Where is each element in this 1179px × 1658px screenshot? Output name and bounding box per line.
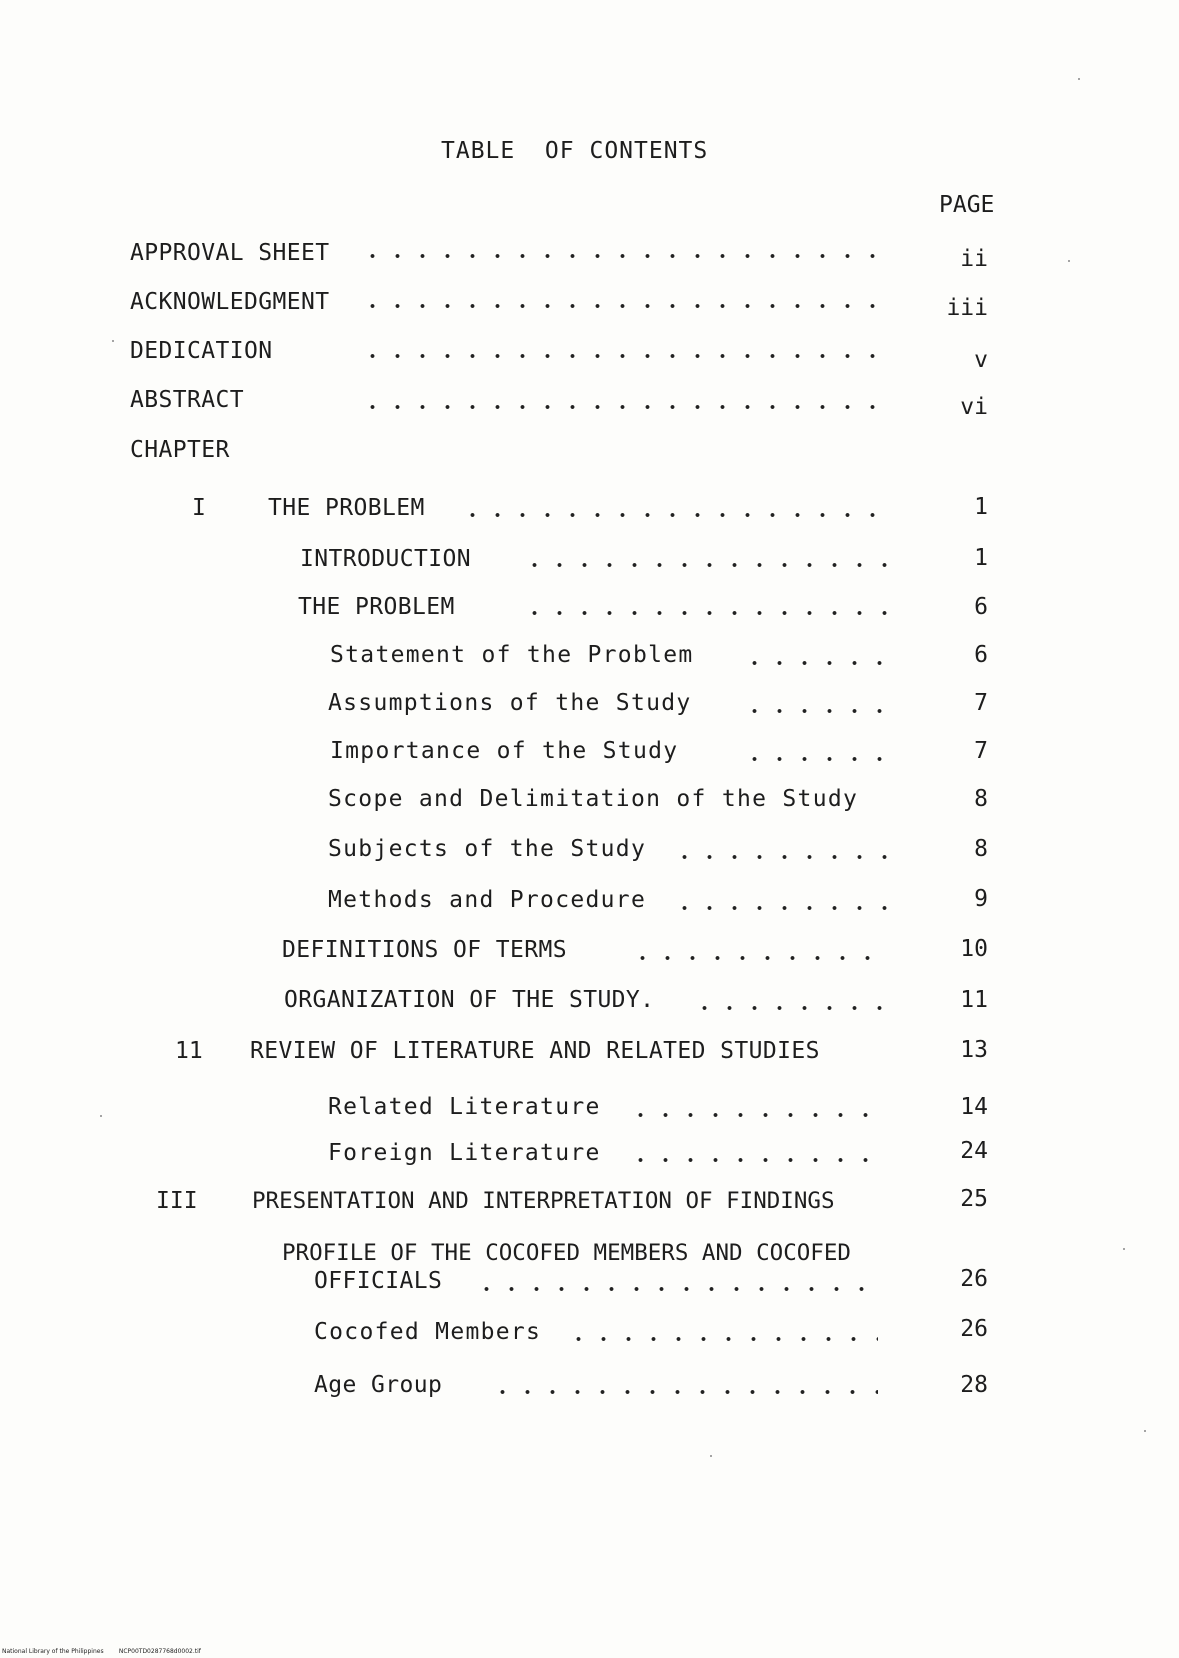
- toc-subsection: Cocofed Members: [314, 1319, 542, 1345]
- scan-speck: [1123, 1248, 1125, 1250]
- toc-subsection: Methods and Procedure: [328, 887, 647, 913]
- toc-page-number: 26: [960, 1316, 988, 1342]
- toc-subsection: Importance of the Study: [330, 738, 679, 764]
- page-title: TABLE OF CONTENTS: [441, 138, 709, 164]
- chapter-numeral: III: [156, 1188, 198, 1214]
- toc-section-profile: PROFILE OF THE COCOFED MEMBERS AND COCOFED: [282, 1240, 851, 1266]
- toc-page-number: 8: [974, 836, 988, 862]
- page-column-header: PAGE: [939, 192, 995, 218]
- leader-dots: [360, 304, 890, 308]
- toc-page-number: 1: [974, 494, 988, 520]
- toc-page-number: 7: [974, 738, 988, 764]
- toc-subsection: Subjects of the Study: [328, 836, 647, 862]
- scan-speck: [100, 1115, 102, 1117]
- toc-page-number: vi: [960, 394, 988, 420]
- leader-dots: [630, 956, 890, 960]
- toc-page-number: 10: [960, 936, 988, 962]
- toc-page-number: 25: [960, 1186, 988, 1212]
- leader-dots: [742, 709, 890, 713]
- scan-speck: [1078, 78, 1080, 80]
- scan-speck: [1068, 260, 1070, 262]
- leader-dots: [672, 906, 890, 910]
- scan-speck: [710, 1455, 712, 1457]
- toc-section-definitions: DEFINITIONS OF TERMS: [282, 937, 567, 963]
- leader-dots: [360, 354, 890, 358]
- toc-page-number: 11: [960, 987, 988, 1013]
- chapter-numeral: I: [192, 495, 206, 521]
- toc-subsection: Related Literature: [328, 1094, 601, 1120]
- chapter-heading: CHAPTER: [130, 437, 230, 463]
- leader-dots: [628, 1113, 878, 1117]
- leader-dots: [742, 757, 890, 761]
- toc-section-introduction: INTRODUCTION: [300, 546, 471, 572]
- leader-dots: [460, 513, 890, 517]
- toc-page-number: 26: [960, 1266, 988, 1292]
- leader-dots: [360, 405, 890, 409]
- leader-dots: [474, 1287, 878, 1291]
- toc-entry-acknowledgment: ACKNOWLEDGMENT: [130, 289, 330, 315]
- toc-subsection: Age Group: [314, 1372, 443, 1398]
- toc-page-number: 28: [960, 1372, 988, 1398]
- toc-page-number: v: [974, 347, 988, 373]
- toc-subsection: Scope and Delimitation of the Study: [328, 786, 859, 812]
- toc-section-profile-line2: OFFICIALS: [314, 1268, 443, 1294]
- toc-page-number: 1: [974, 545, 988, 571]
- chapter-numeral: 11: [175, 1038, 203, 1064]
- toc-entry-dedication: DEDICATION: [130, 338, 273, 364]
- footer-credit: [2, 1648, 201, 1655]
- chapter-title: THE PROBLEM: [268, 495, 425, 521]
- scan-speck: [112, 340, 114, 342]
- toc-entry-abstract: ABSTRACT: [130, 387, 244, 413]
- toc-page-number: 6: [974, 642, 988, 668]
- leader-dots: [672, 855, 890, 859]
- toc-entry-approval-sheet: APPROVAL SHEET: [130, 240, 330, 266]
- toc-page-number: 14: [960, 1094, 988, 1120]
- toc-page-number: 6: [974, 594, 988, 620]
- leader-dots: [692, 1006, 890, 1010]
- toc-page-number: 24: [960, 1138, 988, 1164]
- toc-page-number: 8: [974, 786, 988, 812]
- toc-subsection: Statement of the Problem: [330, 642, 694, 668]
- leader-dots: [628, 1158, 878, 1162]
- toc-subsection: Assumptions of the Study: [328, 690, 692, 716]
- toc-section-the-problem: THE PROBLEM: [298, 594, 455, 620]
- toc-page-number: 7: [974, 690, 988, 716]
- leader-dots: [566, 1337, 878, 1341]
- chapter-title: PRESENTATION AND INTERPRETATION OF FINDINGS: [252, 1188, 835, 1214]
- leader-dots: [360, 254, 890, 258]
- footer-library: National Library of the Philippines: [2, 1648, 104, 1655]
- toc-section-organization: ORGANIZATION OF THE STUDY.: [284, 987, 655, 1013]
- footer-file: NCP00TD0287768d0002.tif: [118, 1648, 201, 1655]
- toc-page-number: 9: [974, 886, 988, 912]
- scan-speck: [1144, 1430, 1146, 1432]
- leader-dots: [522, 563, 890, 567]
- leader-dots: [490, 1390, 878, 1394]
- leader-dots: [742, 661, 890, 665]
- leader-dots: [522, 611, 890, 615]
- toc-page-number: ii: [960, 246, 988, 272]
- chapter-title: REVIEW OF LITERATURE AND RELATED STUDIES: [250, 1038, 820, 1064]
- toc-subsection: Foreign Literature: [328, 1140, 601, 1166]
- toc-page-number: 13: [960, 1037, 988, 1063]
- toc-page-number: iii: [946, 295, 988, 321]
